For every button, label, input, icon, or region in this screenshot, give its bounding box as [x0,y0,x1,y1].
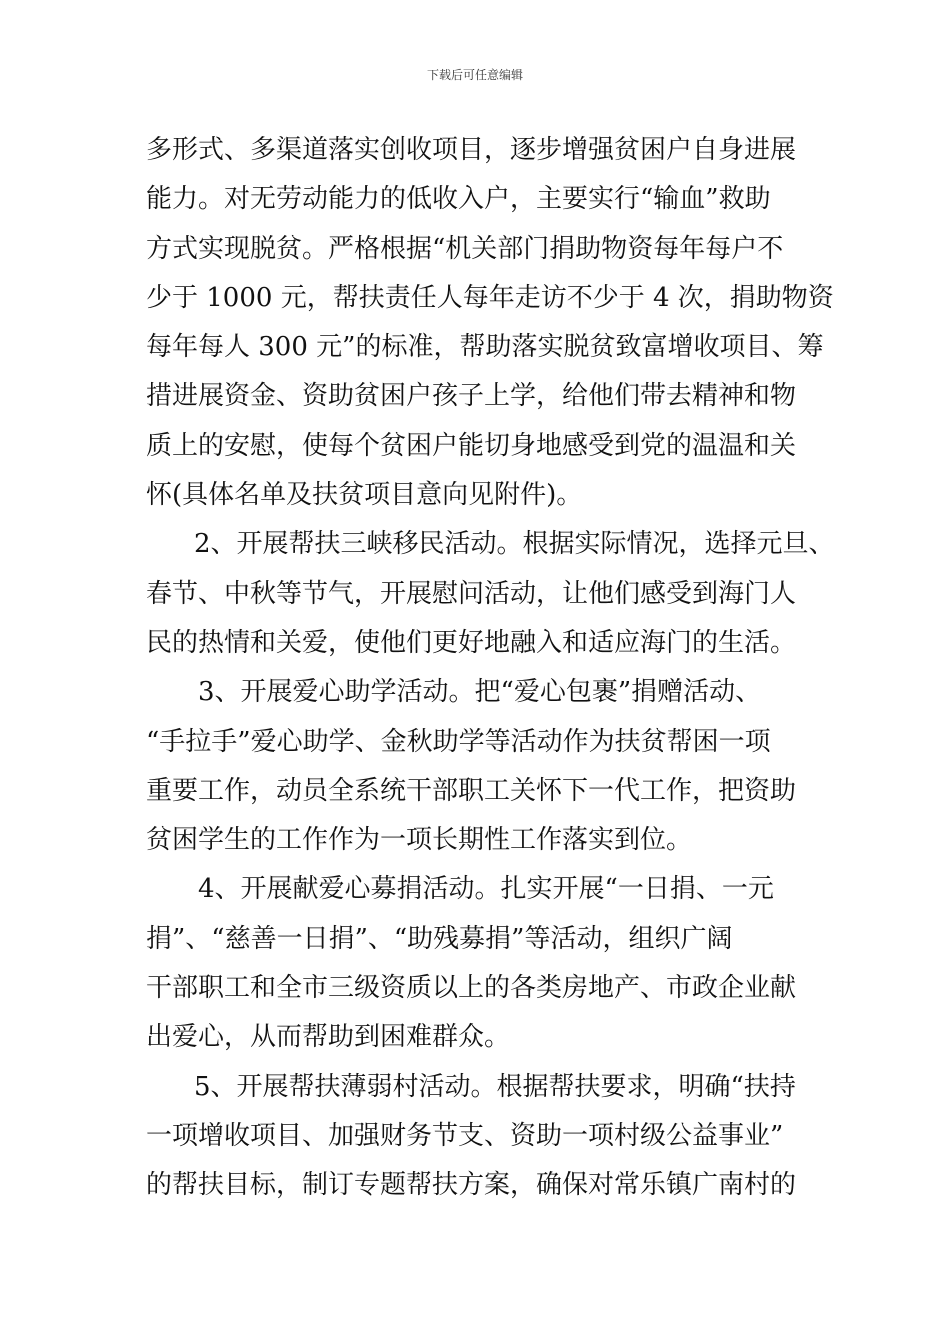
text-line: 质上的安慰，使每个贫困户能切身地感受到党的温温和关 [146,430,797,461]
text-line: 民的热情和关爱，使他们更好地融入和适应海门的生活。 [146,627,797,658]
text-line: 贫困学生的工作作为一项长期性工作落实到位。 [146,825,693,856]
document-body [146,126,835,1211]
paragraph-start-line: 4、开展献爱心募捐活动。扎实开展“一日捐、一元 [198,874,774,905]
text-line: 春节、中秋等节气，开展慰问活动，让他们感受到海门人 [146,578,797,609]
page-header: 下载后可任意编辑 [426,68,523,82]
paragraph-start-line: 3、开展爱心助学活动。把“爱心包裹”捐赠活动、 [198,677,762,708]
text-line: 方式实现脱贫。严格根据“机关部门捐助物资每年每户不 [146,233,784,264]
text-line: 捐”、“慈善一日捐”、“助残募捐”等活动，组织广阔 [146,923,733,954]
paragraph-start-line: 2、开展帮扶三峡移民活动。根据实际情况，选择元旦、 [194,529,835,560]
text-line: 出爱心，从而帮助到困难群众。 [146,1022,511,1053]
text-line: 的帮扶目标，制订专题帮扶方案，确保对常乐镇广南村的 [146,1170,797,1201]
paragraph-start-line: 5、开展帮扶薄弱村活动。根据帮扶要求，明确“扶持 [194,1071,796,1102]
text-line: 措进展资金、资助贫困户孩子上学，给他们带去精神和物 [146,381,797,412]
text-line: 少于 1000 元，帮扶责任人每年走访不少于 4 次，捐助物资 [146,282,834,313]
text-line: 一项增收项目、加强财务节支、资助一项村级公益事业” [146,1120,784,1151]
text-line: 怀(具体名单及扶贫项目意向见附件)。 [146,480,583,511]
text-line: 多形式、多渠道落实创收项目，逐步增强贫困户自身进展 [146,135,797,165]
text-line: 每年每人 300 元”的标准，帮助落实脱贫致富增收项目、筹 [146,332,824,363]
text-line: 能力。对无劳动能力的低收入户，主要实行“输血”救助 [146,184,771,215]
text-line: 干部职工和全市三级资质以上的各类房地产、市政企业献 [146,973,797,1004]
text-line: “手拉手”爱心助学、金秋助学等活动作为扶贫帮困一项 [146,726,771,757]
text-line: 重要工作，动员全系统干部职工关怀下一代工作，把资助 [146,775,797,806]
